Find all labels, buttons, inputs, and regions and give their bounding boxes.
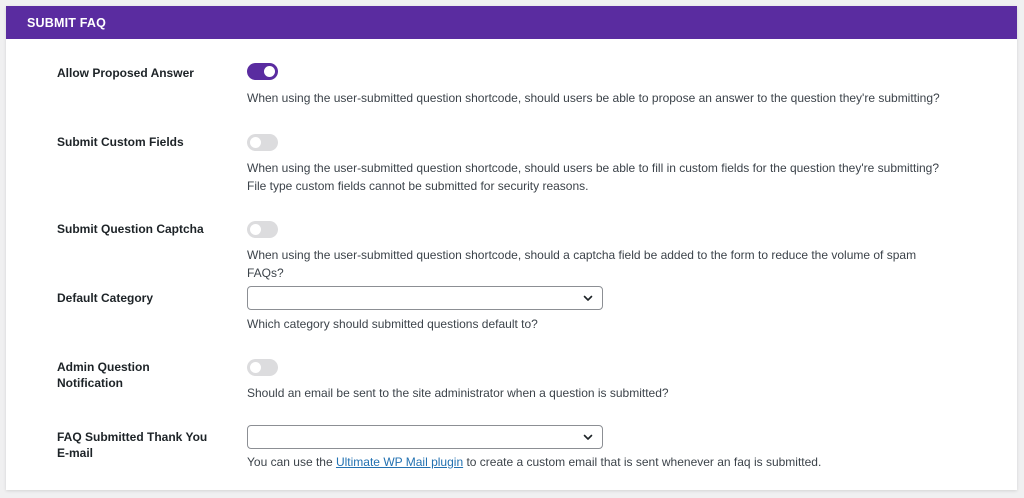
setting-description: When using the user-submitted question shortcode, should a captcha field be added to the form to reduce the volume of spam FAQs? xyxy=(247,248,917,280)
description-prefix: You can use the xyxy=(247,455,336,469)
toggle-knob xyxy=(250,137,261,148)
submit-faq-panel xyxy=(6,6,1017,490)
chevron-down-icon xyxy=(582,292,594,304)
setting-label: Default Category xyxy=(57,291,154,305)
setting-description: When using the user-submitted question shortcode, should users be able to fill in custom fields for the question they're submitting? File type custom fields cannot be submitted for security reasons. xyxy=(247,161,940,193)
admin-question-notification-toggle[interactable] xyxy=(247,359,278,376)
panel-title: SUBMIT FAQ xyxy=(27,15,107,30)
submit-question-captcha-toggle[interactable] xyxy=(247,221,278,238)
toggle-knob xyxy=(264,66,275,77)
default-category-select[interactable] xyxy=(247,286,603,310)
setting-description: Should an email be sent to the site administrator when a question is submitted? xyxy=(247,386,669,400)
setting-label: FAQ Submitted Thank You E-mail xyxy=(57,430,208,460)
setting-label: Allow Proposed Answer xyxy=(57,66,194,80)
toggle-knob xyxy=(250,224,261,235)
setting-description: Which category should submitted questions default to? xyxy=(247,317,538,331)
allow-proposed-answer-toggle[interactable] xyxy=(247,63,278,80)
setting-description: When using the user-submitted question shortcode, should users be able to propose an answer to the question they're submitting? xyxy=(247,91,940,105)
setting-description xyxy=(247,453,947,471)
ultimate-wp-mail-plugin-link[interactable]: Ultimate WP Mail plugin xyxy=(335,455,464,469)
submit-custom-fields-toggle[interactable] xyxy=(247,134,278,151)
setting-label: Admin Question Notification xyxy=(57,360,150,390)
panel-header xyxy=(6,6,1017,39)
description-suffix: to create a custom email that is sent whenever an faq is submitted. xyxy=(463,455,822,469)
chevron-down-icon xyxy=(582,431,594,443)
thank-you-email-select[interactable] xyxy=(247,425,603,449)
setting-label: Submit Question Captcha xyxy=(57,222,204,236)
setting-label: Submit Custom Fields xyxy=(57,135,184,149)
toggle-knob xyxy=(250,362,261,373)
